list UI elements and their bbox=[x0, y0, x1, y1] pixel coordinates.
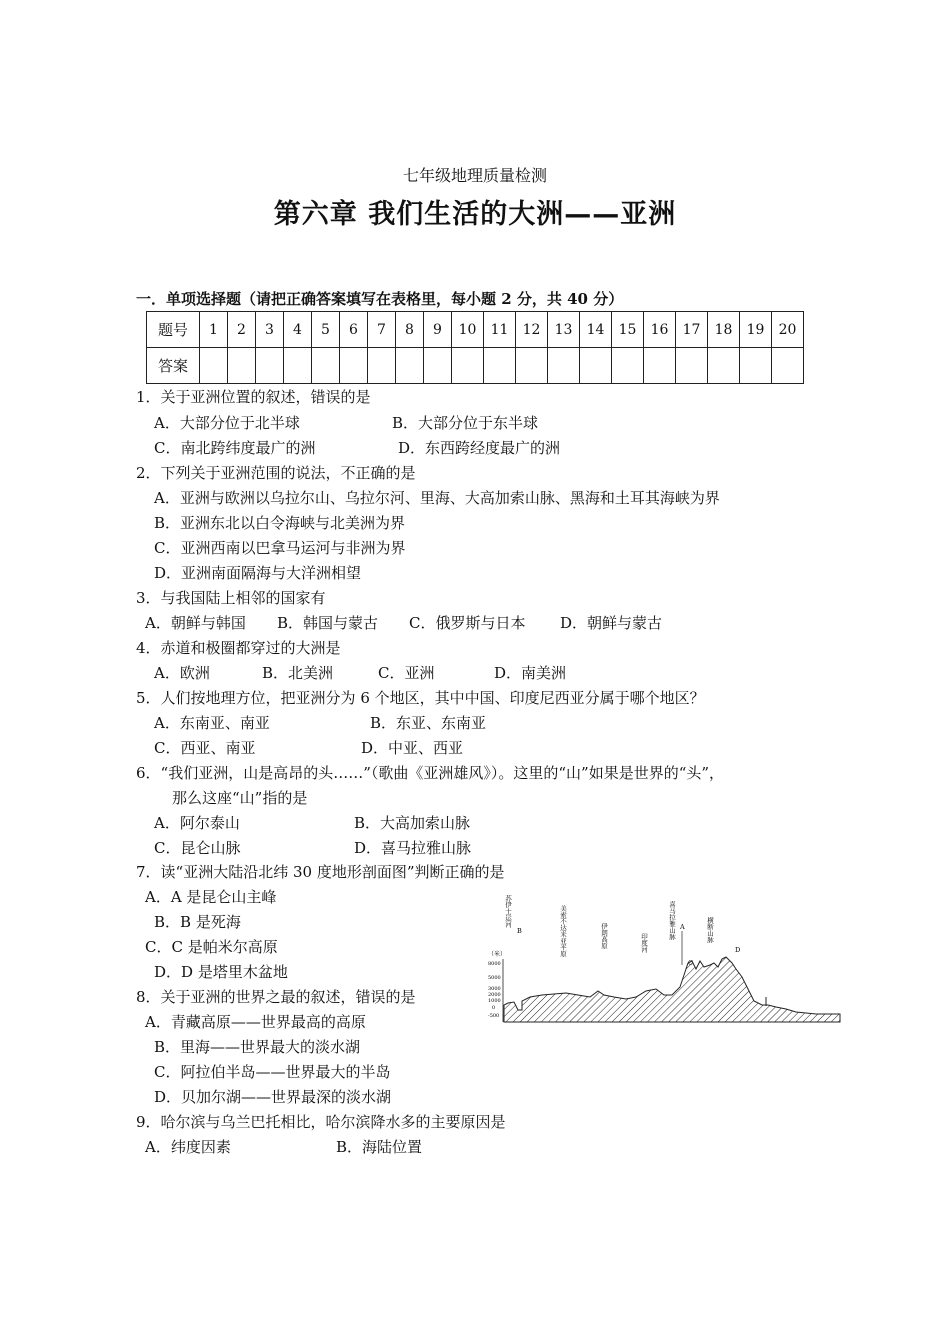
question-number-cell: 13 bbox=[548, 312, 580, 348]
answer-cell[interactable] bbox=[200, 348, 228, 384]
question-number-cell: 9 bbox=[424, 312, 452, 348]
answer-cell[interactable] bbox=[484, 348, 516, 384]
question-number-cell: 14 bbox=[580, 312, 612, 348]
answer-cell[interactable] bbox=[424, 348, 452, 384]
q3-option-c: C．俄罗斯与日本 bbox=[409, 614, 526, 632]
q6-option-c: C．昆仑山脉 bbox=[154, 839, 241, 857]
answer-row bbox=[147, 348, 804, 384]
section-heading: 一．单项选择题（请把正确答案填写在表格里，每小题 2 分，共 40 分） bbox=[136, 290, 624, 308]
answer-cell[interactable] bbox=[396, 348, 424, 384]
q1-option-d: D．东西跨经度最广的洲 bbox=[398, 439, 561, 457]
answer-cell[interactable] bbox=[228, 348, 256, 384]
q2-option-a: A．亚洲与欧洲以乌拉尔山、乌拉尔河、里海、大高加索山脉、黑海和土耳其海峡为界 bbox=[154, 489, 720, 507]
tick-5000: 5000 bbox=[488, 975, 501, 981]
label-iranian-plateau: 伊朗高原 bbox=[600, 923, 608, 949]
label-hengduan: 横断山脉 bbox=[706, 917, 714, 943]
answer-cell[interactable] bbox=[740, 348, 772, 384]
tick-1000: 1000 bbox=[488, 998, 501, 1004]
q3-option-b: B．韩国与蒙古 bbox=[277, 614, 379, 632]
q5-option-d: D．中亚、西亚 bbox=[361, 739, 464, 757]
q9-stem: 9．哈尔滨与乌兰巴托相比，哈尔滨降水多的主要原因是 bbox=[136, 1113, 506, 1131]
answer-table bbox=[146, 311, 804, 384]
q8-option-c: C．阿拉伯半岛——世界最大的半岛 bbox=[154, 1063, 391, 1081]
q1-stem: 1．关于亚洲位置的叙述，错误的是 bbox=[136, 388, 371, 406]
q2-option-c: C．亚洲西南以巴拿马运河与非洲为界 bbox=[154, 539, 406, 557]
q8-option-d: D．贝加尔湖——世界最深的淡水湖 bbox=[154, 1088, 392, 1106]
question-number-cell: 18 bbox=[708, 312, 740, 348]
answer-cell[interactable] bbox=[612, 348, 644, 384]
label-b: B bbox=[517, 927, 522, 935]
question-number-cell: 17 bbox=[676, 312, 708, 348]
tick-3000: 3000 bbox=[488, 986, 501, 992]
question-number-cell: 20 bbox=[772, 312, 804, 348]
label-c: C bbox=[688, 959, 693, 967]
label-himalaya: 喜马拉雅山脉 bbox=[668, 901, 676, 940]
question-number-cell: 2 bbox=[228, 312, 256, 348]
question-number-cell: 15 bbox=[612, 312, 644, 348]
answer-cell[interactable] bbox=[452, 348, 484, 384]
question-number-cell: 16 bbox=[644, 312, 676, 348]
row-label-number: 题号 bbox=[147, 312, 200, 348]
answer-cell[interactable] bbox=[368, 348, 396, 384]
tick-0: 0 bbox=[492, 1005, 496, 1011]
q6-option-b: B．大高加索山脉 bbox=[354, 814, 471, 832]
q7-option-c: C．C 是帕米尔高原 bbox=[145, 938, 278, 956]
q9-option-a: A．纬度因素 bbox=[145, 1138, 231, 1156]
q4-option-d: D．南美洲 bbox=[494, 664, 567, 682]
tick-minus500: -500 bbox=[488, 1013, 500, 1019]
axis-unit: （米） bbox=[488, 951, 507, 958]
question-number-cell: 7 bbox=[368, 312, 396, 348]
question-number-cell: 11 bbox=[484, 312, 516, 348]
question-number-cell: 5 bbox=[312, 312, 340, 348]
q4-option-b: B．北美洲 bbox=[262, 664, 334, 682]
q6-option-d: D．喜马拉雅山脉 bbox=[354, 839, 472, 857]
q6-stem-cont: 那么这座“山”指的是 bbox=[172, 789, 308, 807]
answer-cell[interactable] bbox=[708, 348, 740, 384]
label-a: A bbox=[680, 923, 685, 931]
answer-cell[interactable] bbox=[676, 348, 708, 384]
answer-cell[interactable] bbox=[644, 348, 676, 384]
question-number-cell: 3 bbox=[256, 312, 284, 348]
question-number-cell: 19 bbox=[740, 312, 772, 348]
number-row bbox=[147, 312, 804, 348]
q2-stem: 2．下列关于亚洲范围的说法，不正确的是 bbox=[136, 464, 416, 482]
answer-cell[interactable] bbox=[580, 348, 612, 384]
q2-option-d: D．亚洲南面隔海与大洋洲相望 bbox=[154, 564, 362, 582]
q6-stem: 6．“我们亚洲，山是高昂的头……”（歌曲《亚洲雄风》）。这里的“山”如果是世界的“头”， bbox=[136, 764, 725, 782]
q4-option-a: A．欧洲 bbox=[154, 664, 210, 682]
q3-option-d: D．朝鲜与蒙古 bbox=[560, 614, 663, 632]
terrain-profile-figure bbox=[486, 893, 846, 1029]
exam-subtitle: 七年级地理质量检测 bbox=[402, 166, 547, 185]
q3-stem: 3．与我国陆上相邻的国家有 bbox=[136, 589, 326, 607]
q1-option-b: B．大部分位于东半球 bbox=[392, 414, 539, 432]
question-number-cell: 6 bbox=[340, 312, 368, 348]
q1-option-a: A．大部分位于北半球 bbox=[154, 414, 300, 432]
answer-cell[interactable] bbox=[256, 348, 284, 384]
q8-option-b: B．里海——世界最大的淡水湖 bbox=[154, 1038, 361, 1056]
label-mesopotamia: 美索不达米亚平原 bbox=[559, 905, 567, 957]
label-d: D bbox=[735, 946, 741, 954]
q8-stem: 8．关于亚洲的世界之最的叙述，错误的是 bbox=[136, 988, 416, 1006]
q5-option-c: C．西亚、南亚 bbox=[154, 739, 256, 757]
answer-cell[interactable] bbox=[312, 348, 340, 384]
label-suez-canal: 苏伊士运河 bbox=[504, 895, 512, 928]
q5-option-b: B．东亚、东南亚 bbox=[370, 714, 487, 732]
answer-cell[interactable] bbox=[516, 348, 548, 384]
question-number-cell: 12 bbox=[516, 312, 548, 348]
q7-option-b: B．B 是死海 bbox=[154, 913, 241, 931]
answer-cell[interactable] bbox=[340, 348, 368, 384]
q9-option-b: B．海陆位置 bbox=[336, 1138, 423, 1156]
question-number-cell: 1 bbox=[200, 312, 228, 348]
question-number-cell: 8 bbox=[396, 312, 424, 348]
tick-2000: 2000 bbox=[488, 992, 501, 998]
tick-8000: 8000 bbox=[488, 961, 501, 967]
q5-stem: 5．人们按地理方位，把亚洲分为 6 个地区，其中中国、印度尼西亚分属于哪个地区？ bbox=[136, 689, 705, 707]
answer-cell[interactable] bbox=[772, 348, 804, 384]
answer-cell[interactable] bbox=[284, 348, 312, 384]
terrain-profile bbox=[504, 957, 840, 1022]
q2-option-b: B．亚洲东北以白令海峡与北美洲为界 bbox=[154, 514, 406, 532]
q4-option-c: C．亚洲 bbox=[378, 664, 435, 682]
chapter-title: 第六章 我们生活的大洲——亚洲 bbox=[273, 199, 677, 230]
q7-option-d: D．D 是塔里木盆地 bbox=[154, 963, 288, 981]
question-number-cell: 10 bbox=[452, 312, 484, 348]
q7-option-a: A．A 是昆仑山主峰 bbox=[145, 888, 277, 906]
q3-option-a: A．朝鲜与韩国 bbox=[145, 614, 246, 632]
q4-stem: 4．赤道和极圈都穿过的大洲是 bbox=[136, 639, 341, 657]
q7-stem: 7．读“亚洲大陆沿北纬 30 度地形剖面图”判断正确的是 bbox=[136, 863, 505, 881]
q6-option-a: A．阿尔泰山 bbox=[154, 814, 240, 832]
label-indus-river: 印度河 bbox=[640, 933, 648, 953]
q5-option-a: A．东南亚、南亚 bbox=[154, 714, 270, 732]
answer-cell[interactable] bbox=[548, 348, 580, 384]
q8-option-a: A．青藏高原——世界最高的高原 bbox=[145, 1013, 366, 1031]
row-label-answer: 答案 bbox=[147, 348, 200, 384]
q1-option-c: C．南北跨纬度最广的洲 bbox=[154, 439, 316, 457]
question-number-cell: 4 bbox=[284, 312, 312, 348]
